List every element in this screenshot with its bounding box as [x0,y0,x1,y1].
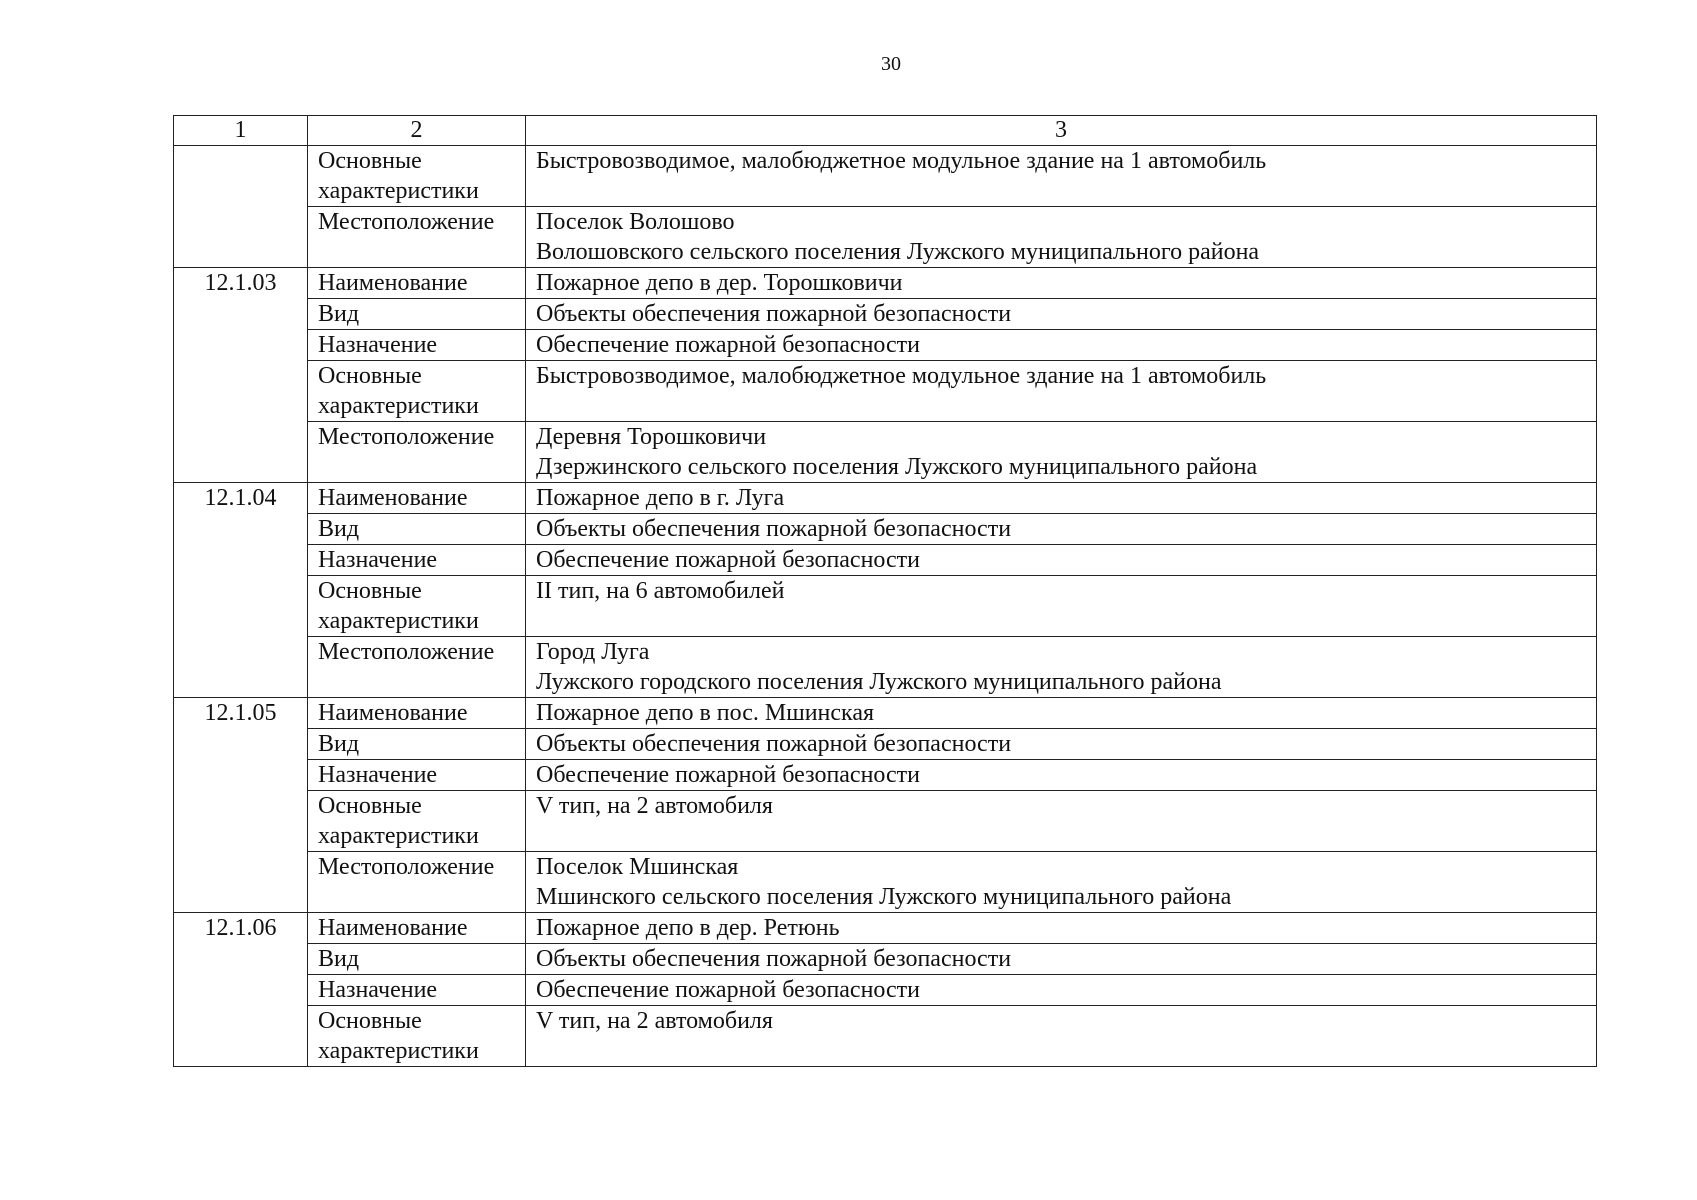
attribute-value-cell [526,760,1597,791]
attribute-value-line: Обеспечение пожарной безопасности [536,762,921,788]
attribute-label-line: Местоположение [318,639,495,665]
table-row [174,268,1597,299]
attribute-label-cell [308,944,526,975]
attribute-value-line: Поселок Волошово [536,209,735,235]
table-row [174,913,1597,944]
attribute-label-line: Наименование [318,485,468,511]
attribute-value-cell [526,514,1597,545]
attribute-label-cell [308,637,526,698]
attribute-value-cell [526,913,1597,944]
table-row [174,483,1597,514]
attribute-label-line: Наименование [318,270,468,296]
attribute-label-line: Вид [318,731,360,757]
attribute-value-cell [526,545,1597,576]
attribute-value-cell [526,944,1597,975]
facilities-table [173,115,1597,1067]
attribute-value-cell [526,299,1597,330]
attribute-value-line: Обеспечение пожарной безопасности [536,977,921,1003]
attribute-value-cell [526,422,1597,483]
attribute-value-line: Обеспечение пожарной безопасности [536,332,921,358]
table-row [174,729,1597,760]
attribute-label-line: Вид [318,946,360,972]
attribute-value-cell [526,698,1597,729]
table-row [174,330,1597,361]
item-number-cell: 12.1.05 [174,698,308,913]
attribute-value-line: Деревня Торошковичи [536,424,767,450]
attribute-label-line: Основные [318,363,422,389]
attribute-label-cell [308,361,526,422]
table-row [174,576,1597,637]
attribute-label-line: Назначение [318,977,438,1003]
item-number-cell: 12.1.03 [174,268,308,483]
attribute-label-cell [308,299,526,330]
attribute-value-line: Быстровозводимое, малобюджетное модульное здание на 1 автомобиль [536,363,1267,389]
attribute-label-line: Вид [318,516,360,542]
attribute-value-line: Объекты обеспечения пожарной безопасности [536,946,1012,972]
table-row [174,975,1597,1006]
attribute-value-line: Объекты обеспечения пожарной безопасности [536,301,1012,327]
table-row [174,1006,1597,1067]
attribute-value-cell [526,637,1597,698]
attribute-value-line: Пожарное депо в дер. Торошковичи [536,270,903,296]
table-header-row [174,116,1597,146]
attribute-label-line: Местоположение [318,854,495,880]
table-row [174,299,1597,330]
attribute-label-line: характеристики [318,823,479,849]
attribute-label-cell [308,913,526,944]
attribute-label-line: Местоположение [318,209,495,235]
table-row [174,545,1597,576]
item-number-cell [174,146,308,268]
attribute-value-line: V тип, на 2 автомобиля [536,793,773,819]
table-row [174,791,1597,852]
attribute-value-cell [526,268,1597,299]
attribute-value-cell [526,361,1597,422]
attribute-value-line: Волошовского сельского поселения Лужского муниципального района [536,239,1260,265]
attribute-value-line: Объекты обеспечения пожарной безопасности [536,516,1012,542]
attribute-label-cell [308,975,526,1006]
attribute-label-cell [308,330,526,361]
attribute-label-cell [308,852,526,913]
attribute-label-cell [308,729,526,760]
attribute-value-line: Обеспечение пожарной безопасности [536,547,921,573]
attribute-label-line: Основные [318,1008,422,1034]
attribute-label-line: Местоположение [318,424,495,450]
attribute-value-cell [526,207,1597,268]
attribute-value-line: II тип, на 6 автомобилей [536,578,785,604]
attribute-label-cell [308,146,526,207]
attribute-label-line: Назначение [318,332,438,358]
attribute-value-line: Дзержинского сельского поселения Лужского муниципального района [536,454,1258,480]
attribute-value-line: Поселок Мшинская [536,854,739,880]
attribute-label-line: характеристики [318,393,479,419]
table-row [174,514,1597,545]
attribute-label-line: Наименование [318,915,468,941]
table-row [174,637,1597,698]
page-number: 30 [881,53,901,75]
column-header-1: 1 [174,116,308,146]
attribute-value-cell [526,975,1597,1006]
attribute-label-line: характеристики [318,1038,479,1064]
attribute-label-cell [308,422,526,483]
attribute-label-cell [308,483,526,514]
attribute-label-cell [308,514,526,545]
attribute-value-cell [526,146,1597,207]
attribute-value-cell [526,576,1597,637]
table-body [174,116,1597,1067]
attribute-value-line: Пожарное депо в г. Луга [536,485,785,511]
table-row [174,361,1597,422]
attribute-value-line: Лужского городского поселения Лужского муниципального района [536,669,1222,695]
table-row [174,698,1597,729]
attribute-label-line: Наименование [318,700,468,726]
attribute-label-cell [308,791,526,852]
attribute-label-line: Основные [318,793,422,819]
table-row [174,207,1597,268]
item-number-cell: 12.1.06 [174,913,308,1067]
table-row [174,146,1597,207]
attribute-value-line: Пожарное депо в пос. Мшинская [536,700,875,726]
attribute-value-line: Пожарное депо в дер. Ретюнь [536,915,840,941]
attribute-label-cell [308,760,526,791]
attribute-value-cell [526,791,1597,852]
attribute-value-cell [526,330,1597,361]
attribute-label-line: Основные [318,148,422,174]
table-row [174,944,1597,975]
attribute-label-line: Вид [318,301,360,327]
table-row [174,422,1597,483]
attribute-label-line: характеристики [318,178,479,204]
attribute-value-cell [526,852,1597,913]
table-row [174,760,1597,791]
column-header-2: 2 [308,116,526,146]
attribute-value-cell [526,729,1597,760]
column-header-3: 3 [526,116,1597,146]
attribute-value-cell [526,1006,1597,1067]
table-row [174,852,1597,913]
attribute-label-line: Основные [318,578,422,604]
attribute-label-cell [308,545,526,576]
attribute-value-line: V тип, на 2 автомобиля [536,1008,773,1034]
attribute-label-cell [308,268,526,299]
attribute-label-line: характеристики [318,608,479,634]
attribute-label-cell [308,207,526,268]
attribute-label-cell [308,576,526,637]
attribute-value-cell [526,483,1597,514]
attribute-label-cell [308,698,526,729]
attribute-label-line: Назначение [318,762,438,788]
attribute-label-line: Назначение [318,547,438,573]
item-number-cell: 12.1.04 [174,483,308,698]
attribute-value-line: Мшинского сельского поселения Лужского муниципального района [536,884,1232,910]
attribute-value-line: Быстровозводимое, малобюджетное модульное здание на 1 автомобиль [536,148,1267,174]
attribute-value-line: Объекты обеспечения пожарной безопасности [536,731,1012,757]
attribute-label-cell [308,1006,526,1067]
attribute-value-line: Город Луга [536,639,650,665]
